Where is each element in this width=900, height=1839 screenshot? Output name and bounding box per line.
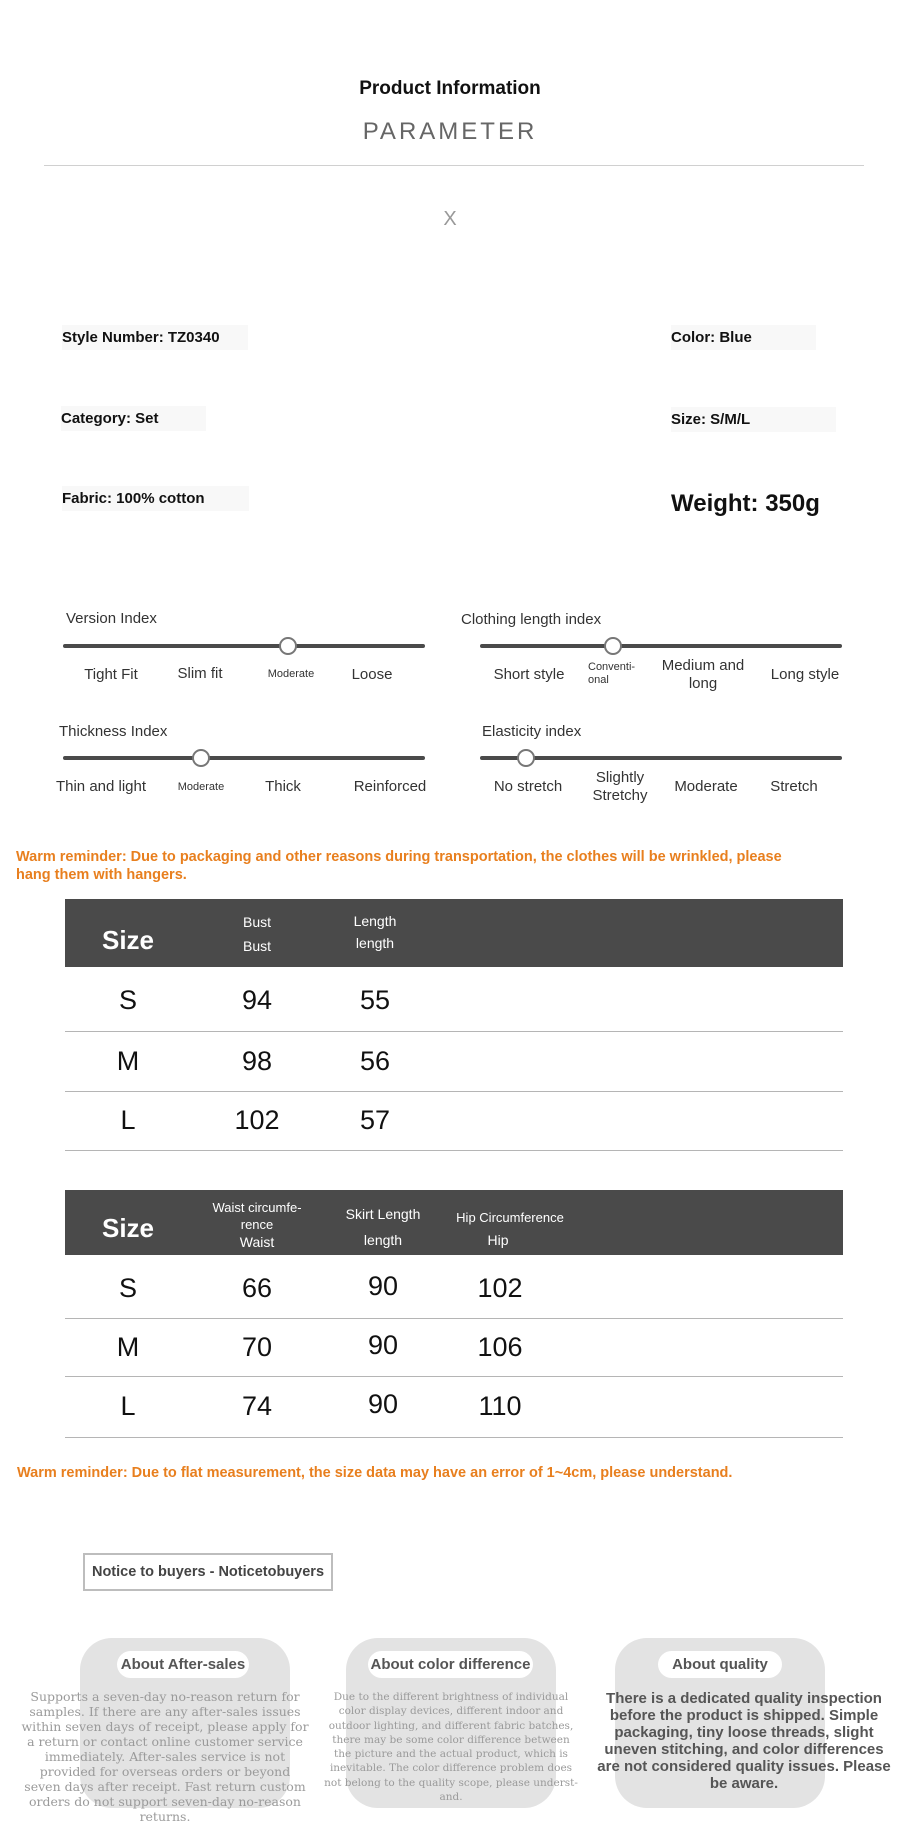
table-cell-size: S bbox=[118, 985, 137, 1015]
table-cell-hip: 102 bbox=[477, 1273, 523, 1303]
table-row-divider bbox=[65, 1376, 843, 1377]
divider bbox=[44, 165, 864, 166]
table-cell-length: 57 bbox=[359, 1105, 391, 1135]
category-info: Category: Set bbox=[61, 406, 206, 431]
table-cell-bust: 102 bbox=[234, 1105, 280, 1135]
thickness-label: Reinforced bbox=[353, 778, 427, 795]
version-label: Tight Fit bbox=[84, 666, 138, 683]
version-label: Loose bbox=[351, 666, 393, 683]
page-subtitle: PARAMETER bbox=[362, 118, 538, 145]
table-cell-hip: 106 bbox=[477, 1332, 523, 1362]
table-row-divider bbox=[65, 1031, 843, 1032]
header-skirt-length: Skirt Length bbox=[345, 1206, 421, 1222]
version-label-selected: Moderate bbox=[267, 668, 315, 680]
header-skirt-length-sub: length bbox=[363, 1232, 403, 1248]
version-label: Slim fit bbox=[177, 665, 223, 682]
table-row-divider bbox=[65, 1318, 843, 1319]
page-title: Product Information bbox=[359, 78, 541, 99]
table-cell-waist: 70 bbox=[241, 1332, 273, 1362]
table-cell-size: L bbox=[120, 1105, 136, 1135]
table-cell-bust: 98 bbox=[241, 1046, 273, 1076]
notice-to-buyers: Notice to buyers - Noticetobuyers bbox=[83, 1553, 333, 1591]
clothing-length-index-track bbox=[480, 644, 842, 648]
thickness-label: Thick bbox=[265, 778, 301, 795]
color-difference-text: Due to the different brightness of individual color display devices, different indoor and outdoor lighting, and different fabric batches, there may be some color difference between the picture and the actual product, which is inevitable. The color difference problem does not belong to the quality scope, please underst-and. bbox=[324, 1691, 578, 1804]
after-sales-text: Supports a seven-day no-reason return for samples. If there are any after-sales issues within seven days of receipt, please apply for a return or contact online customer service immediately. After-sales service is not provided for overseas orders or beyond seven days after receipt. Fast return custom orders do not support seven-day no-reason returns. bbox=[21, 1689, 309, 1824]
elasticity-index-knob bbox=[517, 749, 535, 767]
thickness-label-selected: Moderate bbox=[177, 781, 225, 793]
header-size: Size bbox=[101, 925, 155, 955]
table-cell-waist: 66 bbox=[241, 1273, 273, 1303]
table-cell-skirt: 90 bbox=[367, 1330, 399, 1360]
header-length: Length bbox=[353, 913, 397, 929]
table-row-divider bbox=[65, 1437, 843, 1438]
size-info: Size: S/M/L bbox=[671, 407, 836, 432]
clothing-length-index-title: Clothing length index bbox=[461, 611, 602, 628]
table-row-divider bbox=[65, 1150, 843, 1151]
elasticity-index-title: Elasticity index bbox=[482, 723, 582, 740]
after-sales-title: About After-sales bbox=[117, 1651, 249, 1678]
table-cell-length: 55 bbox=[359, 985, 391, 1015]
clothing-length-label-selected: Conventi- onal bbox=[588, 661, 636, 686]
table-cell-size: M bbox=[116, 1332, 140, 1362]
clothing-length-label: Long style bbox=[770, 666, 840, 683]
table-cell-skirt: 90 bbox=[367, 1271, 399, 1301]
thickness-index-knob bbox=[192, 749, 210, 767]
warm-reminder-measurement: Warm reminder: Due to flat measurement, the size data may have an error of 1~4cm, please understand. bbox=[17, 1465, 733, 1481]
header-hip-sub: Hip bbox=[487, 1232, 509, 1248]
table-cell-size: S bbox=[118, 1273, 137, 1303]
version-index-knob bbox=[279, 637, 297, 655]
header-bust-sub: Bust bbox=[242, 938, 271, 954]
header-bust: Bust bbox=[242, 914, 271, 930]
header-waist: Waist circumfe- rence bbox=[212, 1200, 302, 1232]
elasticity-label-selected: No stretch bbox=[493, 778, 563, 795]
table-cell-length: 56 bbox=[359, 1046, 391, 1076]
version-index-title: Version Index bbox=[66, 610, 157, 627]
elasticity-label: Moderate bbox=[674, 778, 738, 795]
header-length-sub: length bbox=[355, 935, 395, 951]
table-cell-bust: 94 bbox=[241, 985, 273, 1015]
version-index-track bbox=[63, 644, 425, 648]
clothing-length-label: Short style bbox=[493, 666, 565, 683]
quality-title: About quality bbox=[658, 1651, 782, 1678]
elasticity-label: Stretch bbox=[770, 778, 818, 795]
style-number: Style Number: TZ0340 bbox=[62, 325, 248, 350]
weight-info: Weight: 350g bbox=[671, 490, 820, 517]
size-table-top-header bbox=[65, 899, 843, 967]
thickness-index-title: Thickness Index bbox=[59, 723, 168, 740]
header-size: Size bbox=[101, 1213, 155, 1243]
color-info: Color: Blue bbox=[671, 325, 816, 350]
header-hip: Hip Circumference bbox=[456, 1210, 564, 1225]
fabric-info: Fabric: 100% cotton bbox=[62, 486, 249, 511]
table-cell-waist: 74 bbox=[241, 1391, 273, 1421]
header-waist-sub: Waist bbox=[239, 1234, 275, 1250]
color-difference-title: About color difference bbox=[368, 1651, 533, 1678]
table-cell-hip: 110 bbox=[478, 1391, 522, 1421]
close-icon: X bbox=[443, 208, 457, 230]
thickness-label: Thin and light bbox=[55, 778, 147, 795]
clothing-length-index-knob bbox=[604, 637, 622, 655]
thickness-index-track bbox=[63, 756, 425, 760]
table-cell-size: L bbox=[120, 1391, 136, 1421]
elasticity-label: Slightly Stretchy bbox=[592, 769, 648, 804]
clothing-length-label: Medium and long bbox=[661, 657, 745, 692]
table-row-divider bbox=[65, 1091, 843, 1092]
table-cell-size: M bbox=[116, 1046, 140, 1076]
quality-text: There is a dedicated quality inspection before the product is shipped. Simple packaging, tiny loose threads, slight uneven stitching, and color differences are not considered quality issues. Please be aware. bbox=[597, 1690, 891, 1792]
warm-reminder-wrinkle: Warm reminder: Due to packaging and other reasons during transportation, the clothes will be wrinkled, please hang them with hangers. bbox=[16, 849, 782, 883]
table-cell-skirt: 90 bbox=[367, 1389, 399, 1419]
